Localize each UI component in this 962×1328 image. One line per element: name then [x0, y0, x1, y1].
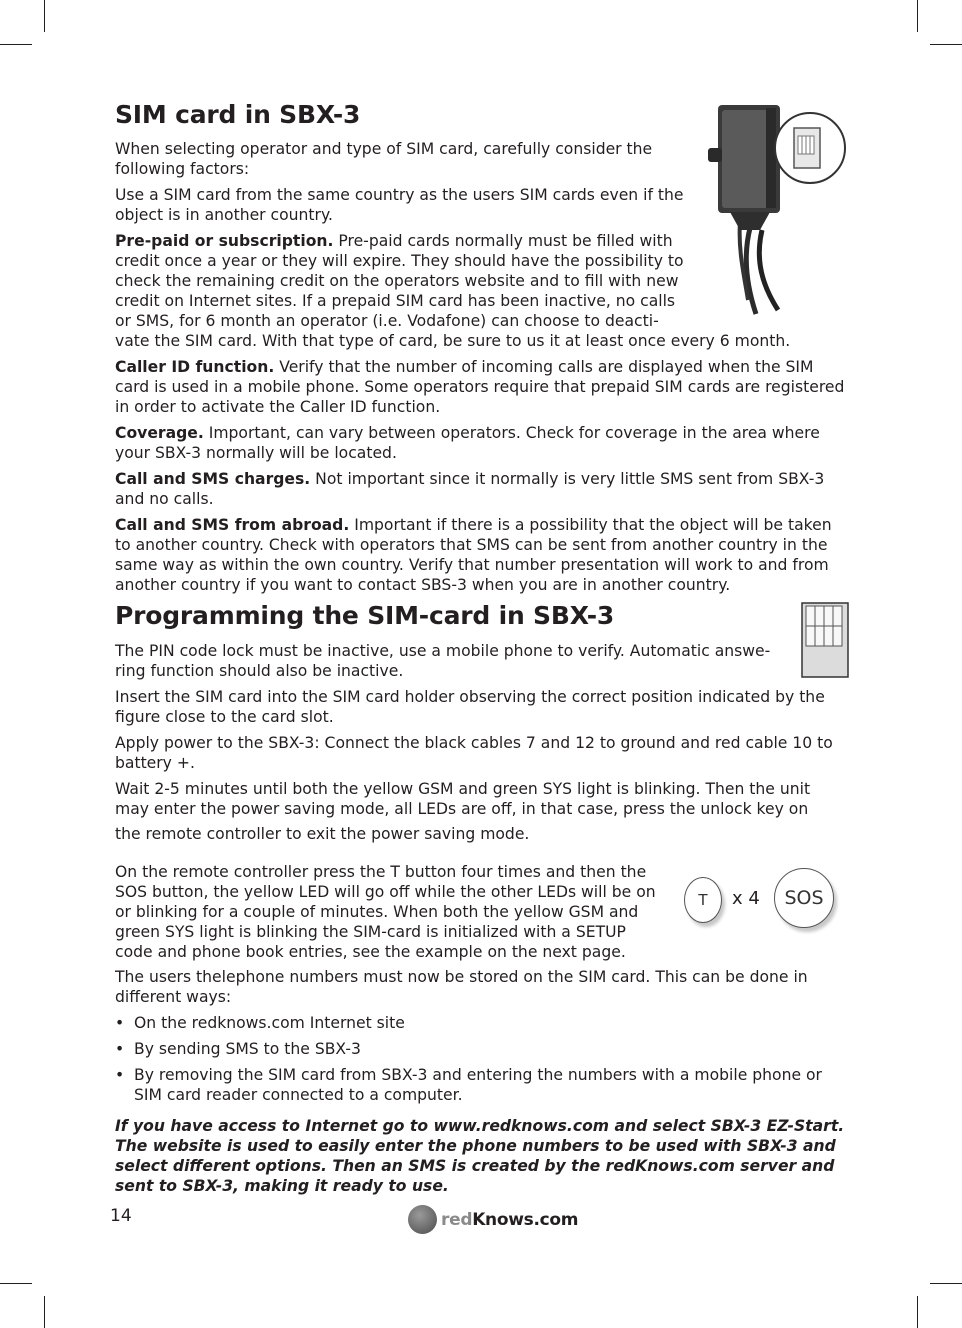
list-item	[115, 1039, 847, 1059]
crop-mark	[0, 44, 32, 45]
list-item-text: By sending SMS to the SBX-3	[134, 1040, 361, 1058]
users-paragraph: The users thelephone numbers must now be stored on the SIM card. This can be done in different ways:	[115, 968, 808, 1006]
bullet: •	[115, 1066, 125, 1084]
prepaid-label: Pre-paid or subscription.	[115, 232, 334, 250]
caller-id-text: Verify that the number of incoming calls are displayed when the SIM card is used in a mobile phone. Some operators require that prepaid SIM cards are registered in order to activate the Caller ID function.	[115, 358, 845, 416]
caller-id-paragraph	[115, 357, 847, 417]
abroad-text: Important if there is a possibility that the object will be taken to another country. Check with operators that SMS can be sent from another country in the same way as within the own country. Verify that number presentation will work to and from another country if you want to contact SBS-3 when you are in another country.	[115, 516, 832, 594]
crop-mark	[930, 1283, 962, 1284]
list-item	[115, 1065, 847, 1105]
t-button-icon	[684, 877, 722, 923]
logo-text-red: red	[441, 1209, 473, 1230]
charges-paragraph	[115, 469, 847, 509]
coverage-text: Important, can vary between operators. Check for coverage in the area where your SBX-3 normally will be located.	[115, 424, 820, 462]
times-label: x 4	[732, 888, 760, 909]
remote-paragraph: On the remote controller press the T button four times and then the SOS button, the yellow LED will go off while the other LEDs will be on or blinking for a couple of minutes. When both the yellow GSM and green SYS light is blinking the SIM-card is initialized with a SETUP code and phone book entries, see the example on the next page.	[115, 863, 656, 961]
t-button-label: T	[698, 891, 708, 909]
sos-button-label: SOS	[784, 887, 824, 909]
section-title-programming: Programming the SIM-card in SBX-3	[115, 601, 615, 630]
wait-paragraph-cont: the remote controller to exit the power saving mode.	[115, 825, 530, 843]
page-number: 14	[110, 1206, 132, 1226]
coverage-label: Coverage.	[115, 424, 204, 442]
insert-paragraph: Insert the SIM card into the SIM card holder observing the correct position indicated by the figure close to the card slot.	[115, 688, 825, 726]
crop-mark	[917, 0, 918, 32]
note-text-b: and select SBX-3 EZ-Start. The website is used to easily enter the phone numbers to be used with SBX-3 and select different options. Then an SMS is created by the redKnows.com server and sent to SBX-3, making it ready to use.	[115, 1117, 845, 1195]
crop-mark	[44, 1296, 45, 1328]
redknows-logo	[408, 1205, 578, 1234]
charges-text: Not important since it normally is very little SMS sent from SBX-3 and no calls.	[115, 470, 825, 508]
prepaid-text: Pre-paid cards normally must be filled with credit once a year or they will expire. They should have the possibility to check the remaining credit on the operators website and to fill with new credit on Internet sites. If a prepaid SIM card has been inactive, no calls or SMS, for 6 month an operator (i.e. Vodafone) can choose to deacti-	[115, 232, 684, 330]
wait-paragraph: Wait 2-5 minutes until both the yellow GSM and green SYS light is blinking. Then the unit may enter the power saving mode, all LEDs are off, in that case, press the unlock key on	[115, 780, 811, 818]
prepaid-paragraph-cont: vate the SIM card. With that type of card, be sure to us it at least once every 6 month.	[115, 332, 791, 350]
abroad-label: Call and SMS from abroad.	[115, 516, 350, 534]
crop-mark	[44, 0, 45, 32]
logo-text-black: Knows.com	[472, 1209, 579, 1230]
crop-mark	[917, 1296, 918, 1328]
intro-paragraph: When selecting operator and type of SIM card, carefully consider the following factors:	[115, 140, 653, 178]
methods-list	[115, 1013, 847, 1105]
bullet: •	[115, 1040, 125, 1058]
prepaid-paragraph	[115, 231, 690, 331]
same-country-paragraph: Use a SIM card from the same country as the users SIM cards even if the object is in another country.	[115, 186, 684, 224]
website-link[interactable]: www.redknows.com	[433, 1117, 610, 1135]
logo-ball-icon	[408, 1205, 437, 1234]
caller-id-label: Caller ID function.	[115, 358, 275, 376]
charges-label: Call and SMS charges.	[115, 470, 311, 488]
abroad-paragraph	[115, 515, 847, 595]
crop-mark	[930, 44, 962, 45]
sbx3-device-illustration	[700, 100, 850, 320]
list-item-text: By removing the SIM card from SBX-3 and entering the numbers with a mobile phone or SIM card reader connected to a computer.	[134, 1066, 822, 1104]
bullet: •	[115, 1014, 125, 1032]
logo-text	[441, 1210, 578, 1230]
sos-button-icon	[774, 868, 834, 928]
list-item-text: On the redknows.com Internet site	[134, 1014, 405, 1032]
crop-mark	[0, 1283, 32, 1284]
section-title-sim-card: SIM card in SBX-3	[115, 100, 361, 129]
note-text-a: If you have access to Internet go to	[115, 1117, 434, 1135]
coverage-paragraph	[115, 423, 847, 463]
list-item	[115, 1013, 847, 1033]
power-paragraph: Apply power to the SBX-3: Connect the black cables 7 and 12 to ground and red cable 10 to battery +.	[115, 734, 833, 772]
pin-paragraph: The PIN code lock must be inactive, use a mobile phone to verify. Automatic answe-ring function should also be inactive.	[115, 642, 771, 680]
website-note	[115, 1116, 847, 1196]
